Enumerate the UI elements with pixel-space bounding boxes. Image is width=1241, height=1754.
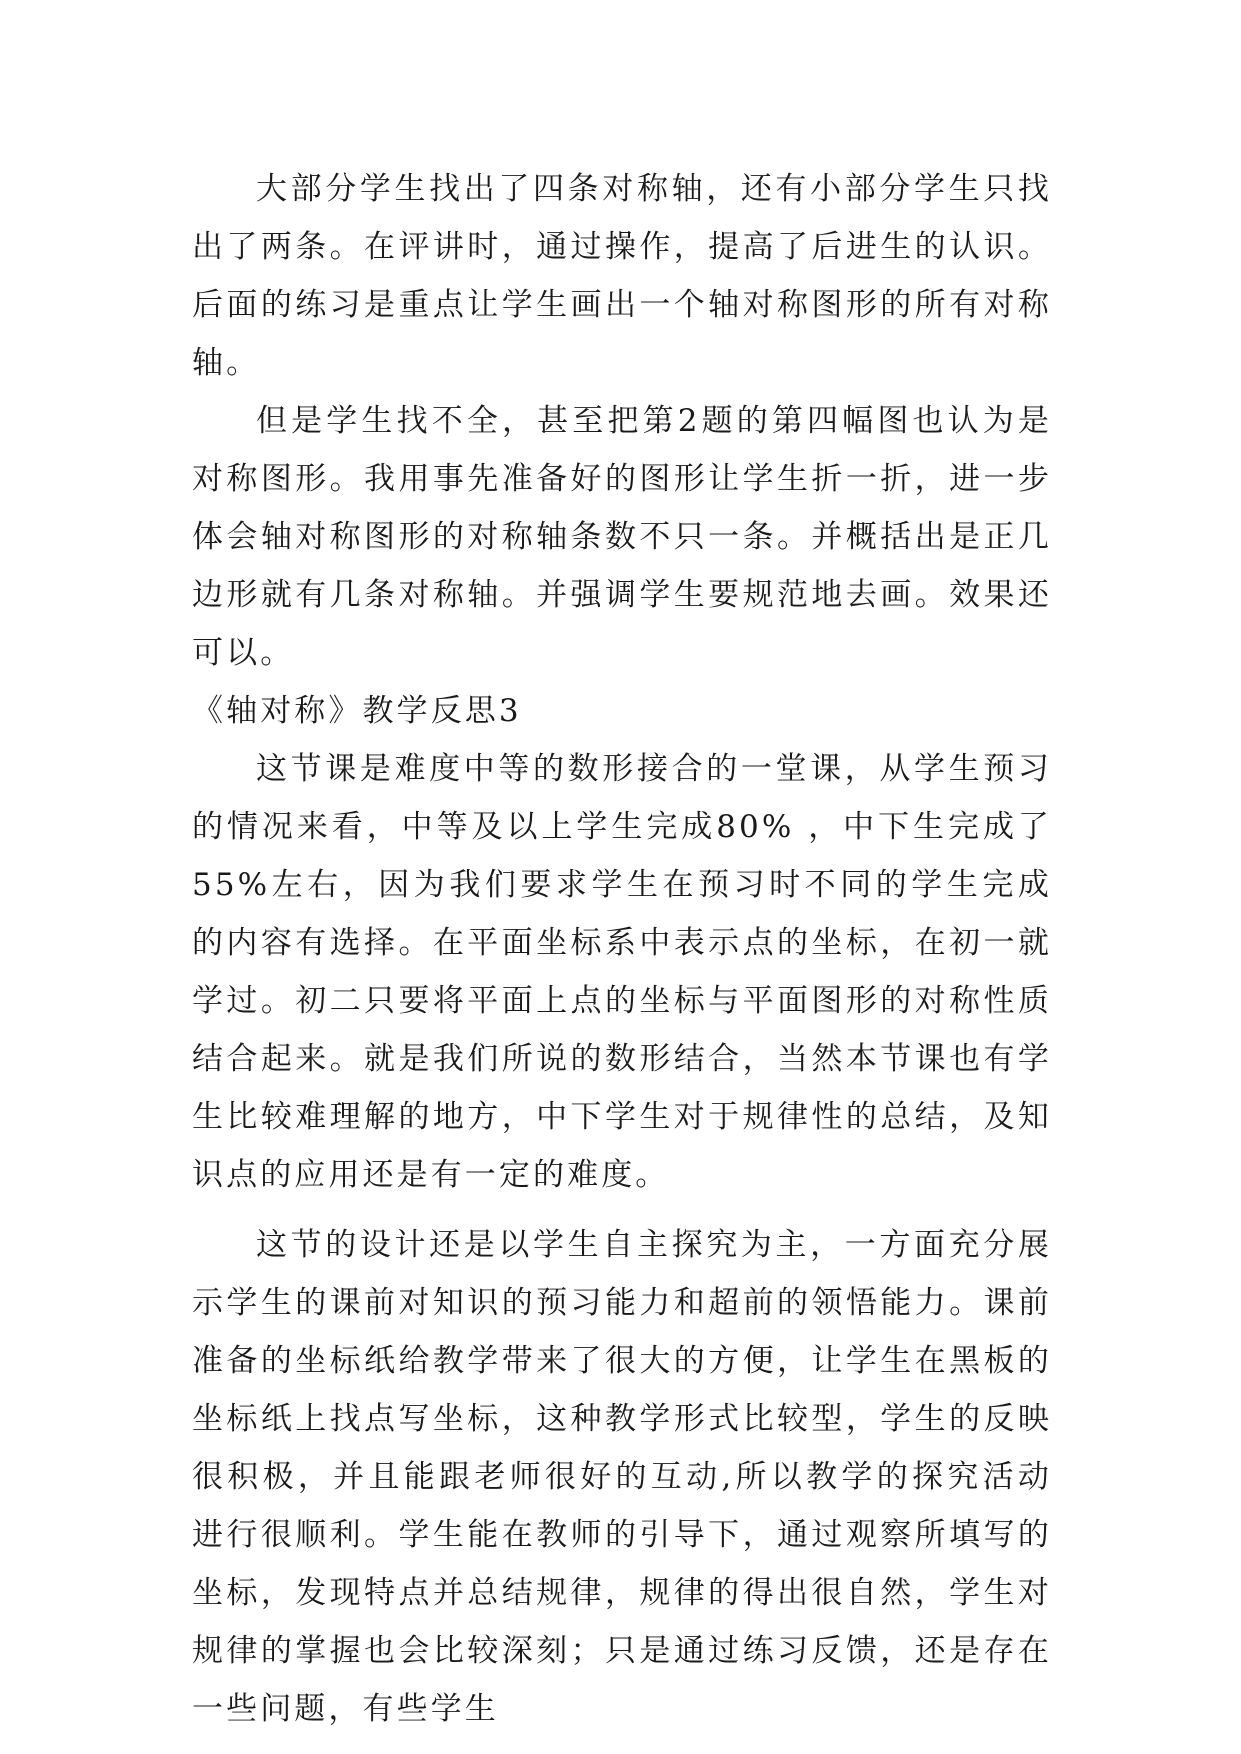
paragraph-2: 但是学生找不全，甚至把第2题的第四幅图也认为是对称图形。我用事先准备好的图形让学生折一折，进一步体会轴对称图形的对称轴条数不只一条。并概括出是正几边形就有几条对称轴。并强调学生要规范地去画。效果还可以。 bbox=[192, 403, 1052, 671]
document-body bbox=[192, 160, 1052, 1738]
section-heading: 《轴对称》教学反思3 bbox=[192, 693, 522, 729]
paragraph-1: 大部分学生找出了四条对称轴，还有小部分学生只找出了两条。在评讲时，通过操作，提高了后进生的认识。后面的练习是重点让学生画出一个轴对称图形的所有对称轴。 bbox=[192, 171, 1052, 381]
paragraph-3: 这节课是难度中等的数形接合的一堂课，从学生预习的情况来看，中等及以上学生完成80% ，中下生完成了55%左右，因为我们要求学生在预习时不同的学生完成的内容有选择。在平面坐标系中表示点的坐标，在初一就学过。初二只要将平面上点的坐标与平面图形的对称性质结合起来。就是我们所说的数形结合，当然本节课也有学生比较难理解的地方，中下学生对于规律性的总结，及知识点的应用还是有一定的难度。 bbox=[192, 751, 1052, 1193]
paragraph-4: 这节的设计还是以学生自主探究为主，一方面充分展示学生的课前对知识的预习能力和超前的领悟能力。课前准备的坐标纸给教学带来了很大的方便，让学生在黑板的坐标纸上找点写坐标，这种教学形式比较型，学生的反映很积极，并且能跟老师很好的互动,所以教学的探究活动进行很顺利。学生能在教师的引导下，通过观察所填写的坐标，发现特点并总结规律，规律的得出很自然，学生对规律的掌握也会比较深刻；只是通过练习反馈，还是存在一些问题，有些学生 bbox=[192, 1227, 1052, 1727]
